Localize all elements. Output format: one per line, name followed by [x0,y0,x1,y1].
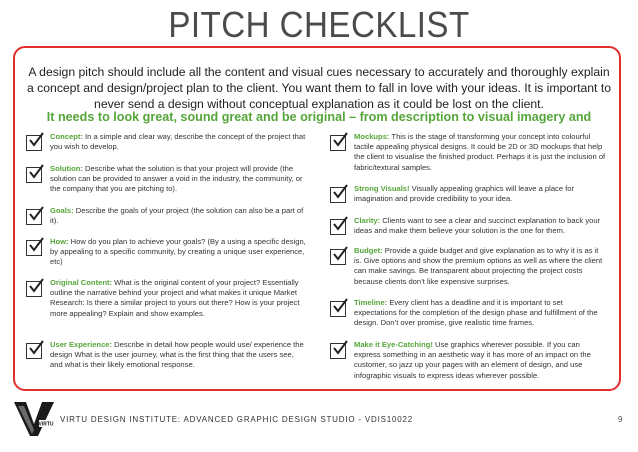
logo-lettering: VIRTU [38,421,54,428]
item-label: Original Content: [50,278,113,287]
item-text: Use graphics wherever possible. If you can express something in an aesthetic way it has more of an impact on the customer, so jazz up your pages with an element of design, and use infographic visuals to express ideas wherever possible. [354,340,591,380]
checkbox-checked-icon [330,219,346,235]
item-label: Mockups: [354,132,390,141]
checklist-item-solution [26,164,306,195]
checklist-item-user-experience [26,340,306,371]
checklist-item-mockups [330,132,606,173]
item-label: Concept: [50,132,83,141]
item-label: User Experience: [50,340,113,349]
checklist-item-original-content [26,278,306,319]
virtu-logo [12,398,56,438]
item-text: Provide a guide budget and give explanation as to why it is as it is. Give options and show the premium options as well as where the client can make savings. Be transparent about projecting the project costs because clients don’t like expensive surprises. [354,246,603,286]
item-text: Describe what the solution is that your project will provide (the solution can be provided to answer a void in the industry, the community, or the company that you are pitching to). [50,164,303,194]
item-text: Describe in detail how people would use/ experience the design What is the user journey, what is the first thing that the users see, and what is their likely emotional response. [50,340,304,370]
checkbox-checked-icon [26,240,42,256]
checkbox-checked-icon [26,281,42,297]
checklist-item-goals [26,206,306,226]
checkbox-checked-icon [26,343,42,359]
item-text: Clients want to see a clear and succinct explanation to back your ideas and make them believe your solution is the one for them. [354,216,601,236]
item-label: Make it Eye-Catching! [354,340,433,349]
page-number: 9 [618,415,623,424]
checkbox-checked-icon [330,301,346,317]
intro-paragraph: A design pitch should include all the content and visual cues necessary to accurately and thoroughly explain a concept and design/project plan to the client. You want them to fall in love with your ideas. It is important to never send a design without conceptual explanation as it could be lost on the client. [27,65,611,111]
item-label: Goals: [50,206,74,215]
checkbox-checked-icon [330,187,346,203]
checkbox-checked-icon [26,209,42,225]
checklist-item-clarity [330,216,606,236]
checklist-item-concept [26,132,306,152]
checkbox-checked-icon [330,249,346,265]
footer-course-title: VIRTU DESIGN INSTITUTE: ADVANCED GRAPHIC DESIGN STUDIO - VDIS10022 [60,415,414,424]
checklist-item-how [26,237,306,268]
page-title: PITCH CHECKLIST [168,4,470,45]
item-label: Solution: [50,164,83,173]
checklist-item-budget [330,246,606,287]
tagline: It needs to look great, sound great and be original – from description to visual imagery and [46,110,592,124]
item-label: Budget: [354,246,383,255]
item-text: What is the original content of your project? Essentially outline the narrative behind your project and what makes it unique Market Research: Is there a similar project to yours out there? How is your project more appealing? Explain and show examples. [50,278,300,318]
checklist-item-strong-visuals [330,184,606,204]
item-text: Every client has a deadline and it is important to set expectations for the completion of the design phase and fulfillment of the design. Don’t over promise, give realistic time frames. [354,298,598,328]
checklist-item-eye-catching [330,340,606,381]
item-text: This is the stage of transforming your concept into colourful tactile appealing physical designs. It could be 2D or 3D mockups that help the client to visualise the finished product. Perhaps it is just the inclusion of fabric/textural samples. [354,132,606,172]
item-text: In a simple and clear way, describe the concept of the project that you wish to develop. [50,132,306,152]
item-text: How do you plan to achieve your goals? (By a using a specific design, by appealing to a specific community, by creating a unique user experience, etc) [50,237,306,267]
item-label: Strong Visuals! [354,184,410,193]
item-label: Timeline: [354,298,388,307]
checkbox-checked-icon [330,135,346,151]
item-text: Describe the goals of your project (the solution can also be a part of it). [50,206,304,226]
item-label: How: [50,237,69,246]
checkbox-checked-icon [330,343,346,359]
checkbox-checked-icon [26,135,42,151]
checklist-item-timeline [330,298,606,329]
item-label: Clarity: [354,216,381,225]
checkbox-checked-icon [26,167,42,183]
item-text: Visually appealing graphics will leave a place for imagination and provide credibility to your idea. [354,184,575,204]
